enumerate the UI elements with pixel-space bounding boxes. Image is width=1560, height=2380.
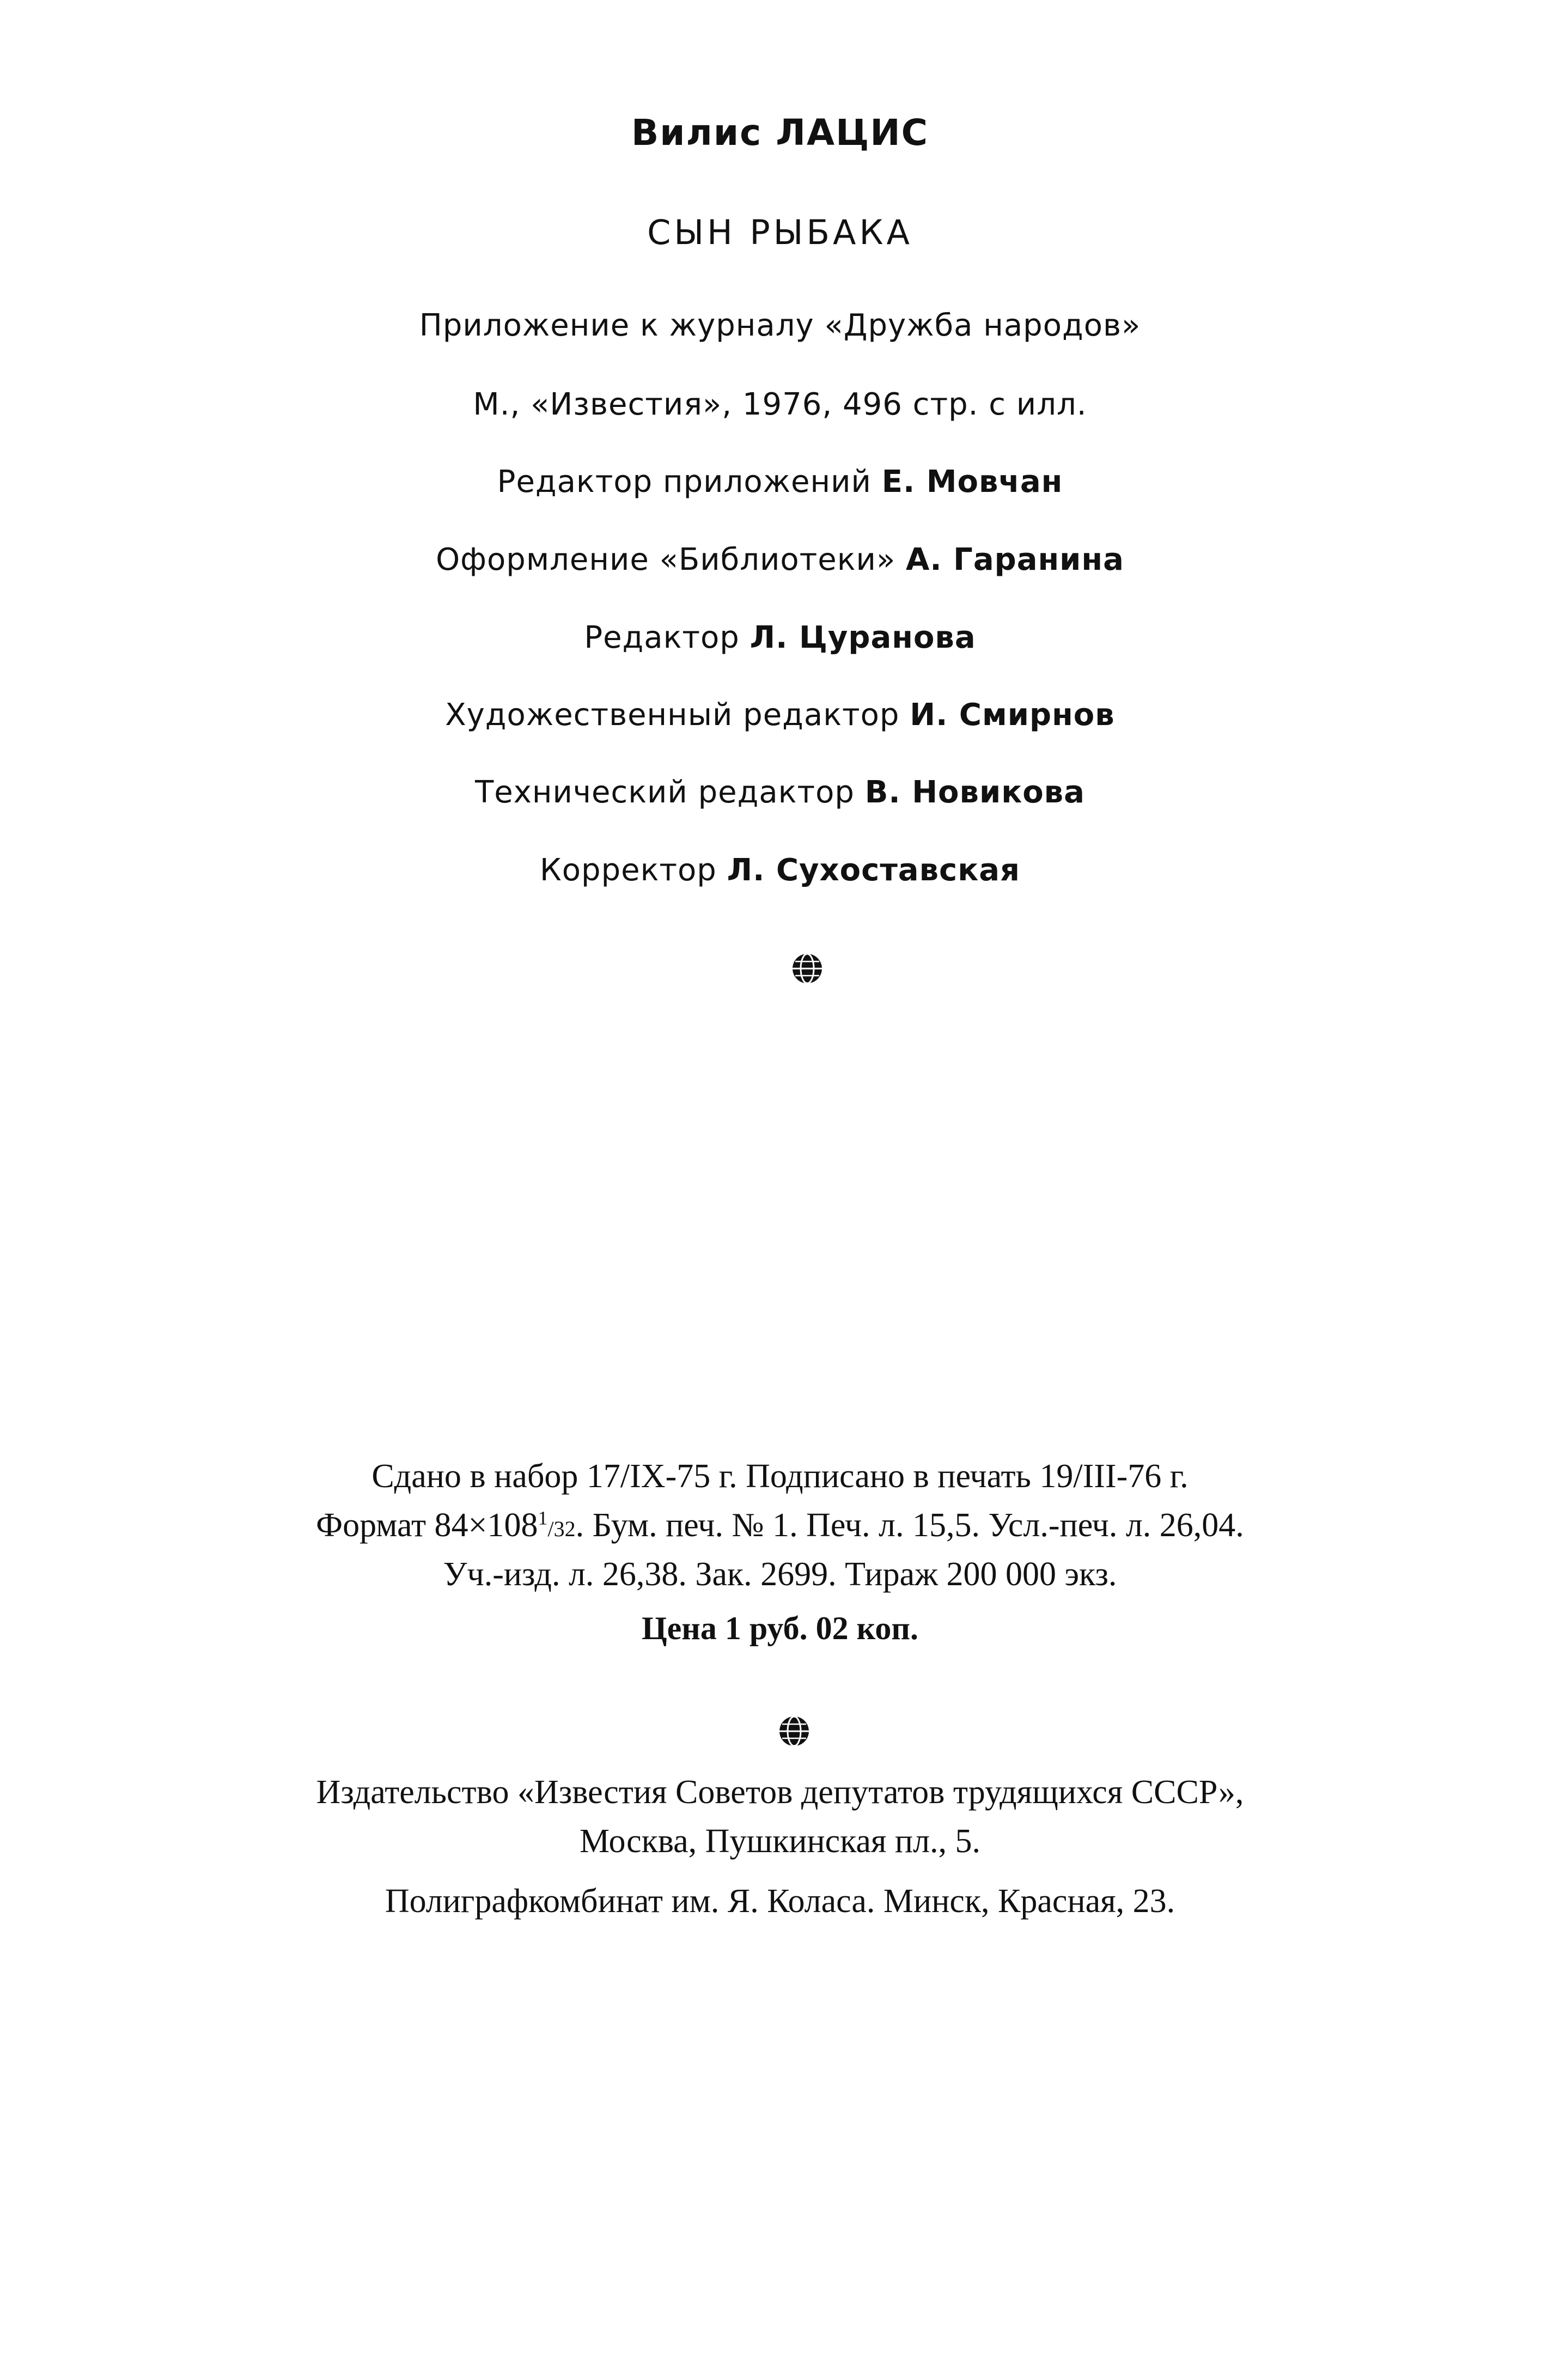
art-editor-label: Художественный редактор (445, 697, 900, 733)
tech-editor-name: В. Новикова (864, 775, 1085, 810)
print-dates-line: Сдано в набор 17/IX-75 г. Подписано в печать 19/III-76 г. (371, 1458, 1189, 1495)
format-superscript: 1 (538, 1507, 548, 1529)
globe-emblem-icon (791, 952, 824, 985)
art-editor-line (0, 697, 1560, 733)
format-line (0, 1506, 1560, 1545)
globe-emblem-icon (778, 1715, 811, 1748)
art-editor-name: И. Смирнов (910, 697, 1115, 733)
tech-editor-label: Технический редактор (475, 775, 855, 810)
format-line-start: Формат 84×108 (316, 1507, 538, 1544)
supplement-line: Приложение к журналу «Дружба народов» (419, 308, 1141, 343)
author-name: Вилис ЛАЦИС (631, 112, 929, 154)
supplements-editor-label: Редактор приложений (497, 464, 872, 500)
format-fraction: /32 (547, 1517, 576, 1541)
book-title: СЫН РЫБАКА (647, 212, 913, 252)
design-line (0, 542, 1560, 577)
printer-line: Полиграфкомбинат им. Я. Коласа. Минск, Красная, 23. (385, 1883, 1175, 1920)
corrector-name: Л. Сухоставская (727, 853, 1020, 888)
publisher-name-line: Издательство «Известия Советов депутатов трудящихся СССР», (316, 1774, 1244, 1811)
design-name: А. Гаранина (906, 542, 1124, 577)
price-line: Цена 1 руб. 02 коп. (641, 1610, 918, 1646)
corrector-line (0, 853, 1560, 888)
tech-editor-line (0, 775, 1560, 810)
format-line-end: . Бум. печ. № 1. Печ. л. 15,5. Усл.-печ. л. 26,04. (575, 1507, 1244, 1544)
supplements-editor-name: Е. Мовчан (881, 464, 1063, 500)
circulation-line: Уч.-изд. л. 26,38. Зак. 2699. Тираж 200 000 экз. (443, 1556, 1117, 1593)
publication-line: М., «Известия», 1976, 496 стр. с илл. (473, 387, 1087, 422)
editor-name: Л. Цуранова (749, 620, 976, 655)
editor-label: Редактор (584, 620, 740, 655)
supplements-editor-line (0, 464, 1560, 500)
corrector-label: Корректор (540, 853, 717, 888)
publisher-address-line: Москва, Пушкинская пл., 5. (579, 1823, 981, 1860)
design-label: Оформление «Библиотеки» (436, 542, 896, 577)
editor-line (0, 620, 1560, 655)
